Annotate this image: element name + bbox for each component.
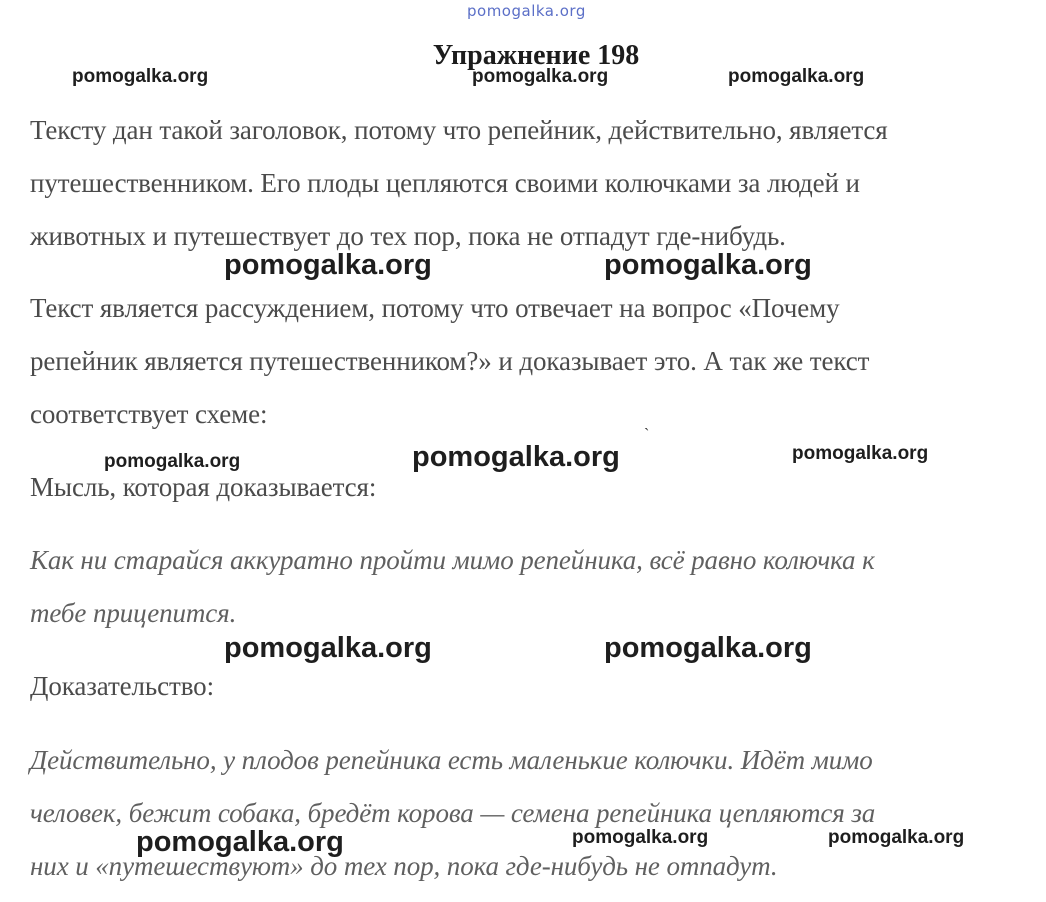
watermark: pomogalka.org [728, 66, 865, 87]
watermark: pomogalka.org [72, 66, 209, 87]
paragraph-2-line-3: соответствует схеме: [30, 399, 268, 429]
watermark: pomogalka.org [224, 249, 432, 281]
stray-mark: ˋ [644, 426, 650, 443]
watermark: pomogalka.org [136, 826, 344, 858]
proof-line-1: Действительно, у плодов репейника есть маленькие колючки. Идёт мимо [30, 745, 873, 775]
watermark: pomogalka.org [572, 827, 709, 848]
thesis-line-1: Как ни старайся аккуратно пройти мимо репейника, всё равно колючка к [30, 545, 875, 575]
paragraph-2-line-2: репейник является путешественником?» и доказывает это. А так же текст [30, 346, 870, 376]
exercise-title: Упражнение 198 [432, 40, 640, 71]
proof-line-2: человек, бежит собака, бредёт корова — семена репейника цепляются за [30, 798, 876, 828]
watermark: pomogalka.org [792, 443, 929, 464]
paragraph-1-line-2: путешественником. Его плоды цепляются своими колючками за людей и [30, 168, 860, 198]
watermark: pomogalka.org [604, 632, 812, 664]
watermark: pomogalka.org [412, 441, 620, 473]
paragraph-1-line-3: животных и путешествует до тех пор, пока не отпадут где-нибудь. [30, 221, 786, 251]
thesis-line-2: тебе прицепится. [30, 598, 237, 628]
paragraph-2-line-1: Текст является рассуждением, потому что отвечает на вопрос «Почему [30, 293, 840, 323]
proof-label: Доказательство: [30, 671, 214, 701]
paragraph-1-line-1: Тексту дан такой заголовок, потому что репейник, действительно, является [30, 115, 888, 145]
proof-line-3: них и «путешествуют» до тех пор, пока где-нибудь не отпадут. [30, 851, 778, 881]
watermark: pomogalka.org [104, 451, 241, 472]
site-watermark-top: pomogalka.org [467, 2, 586, 20]
watermark: pomogalka.org [472, 66, 609, 87]
thesis-label: Мысль, которая доказывается: [30, 472, 377, 502]
watermark: pomogalka.org [604, 249, 812, 281]
watermark: pomogalka.org [224, 632, 432, 664]
watermark: pomogalka.org [828, 827, 965, 848]
